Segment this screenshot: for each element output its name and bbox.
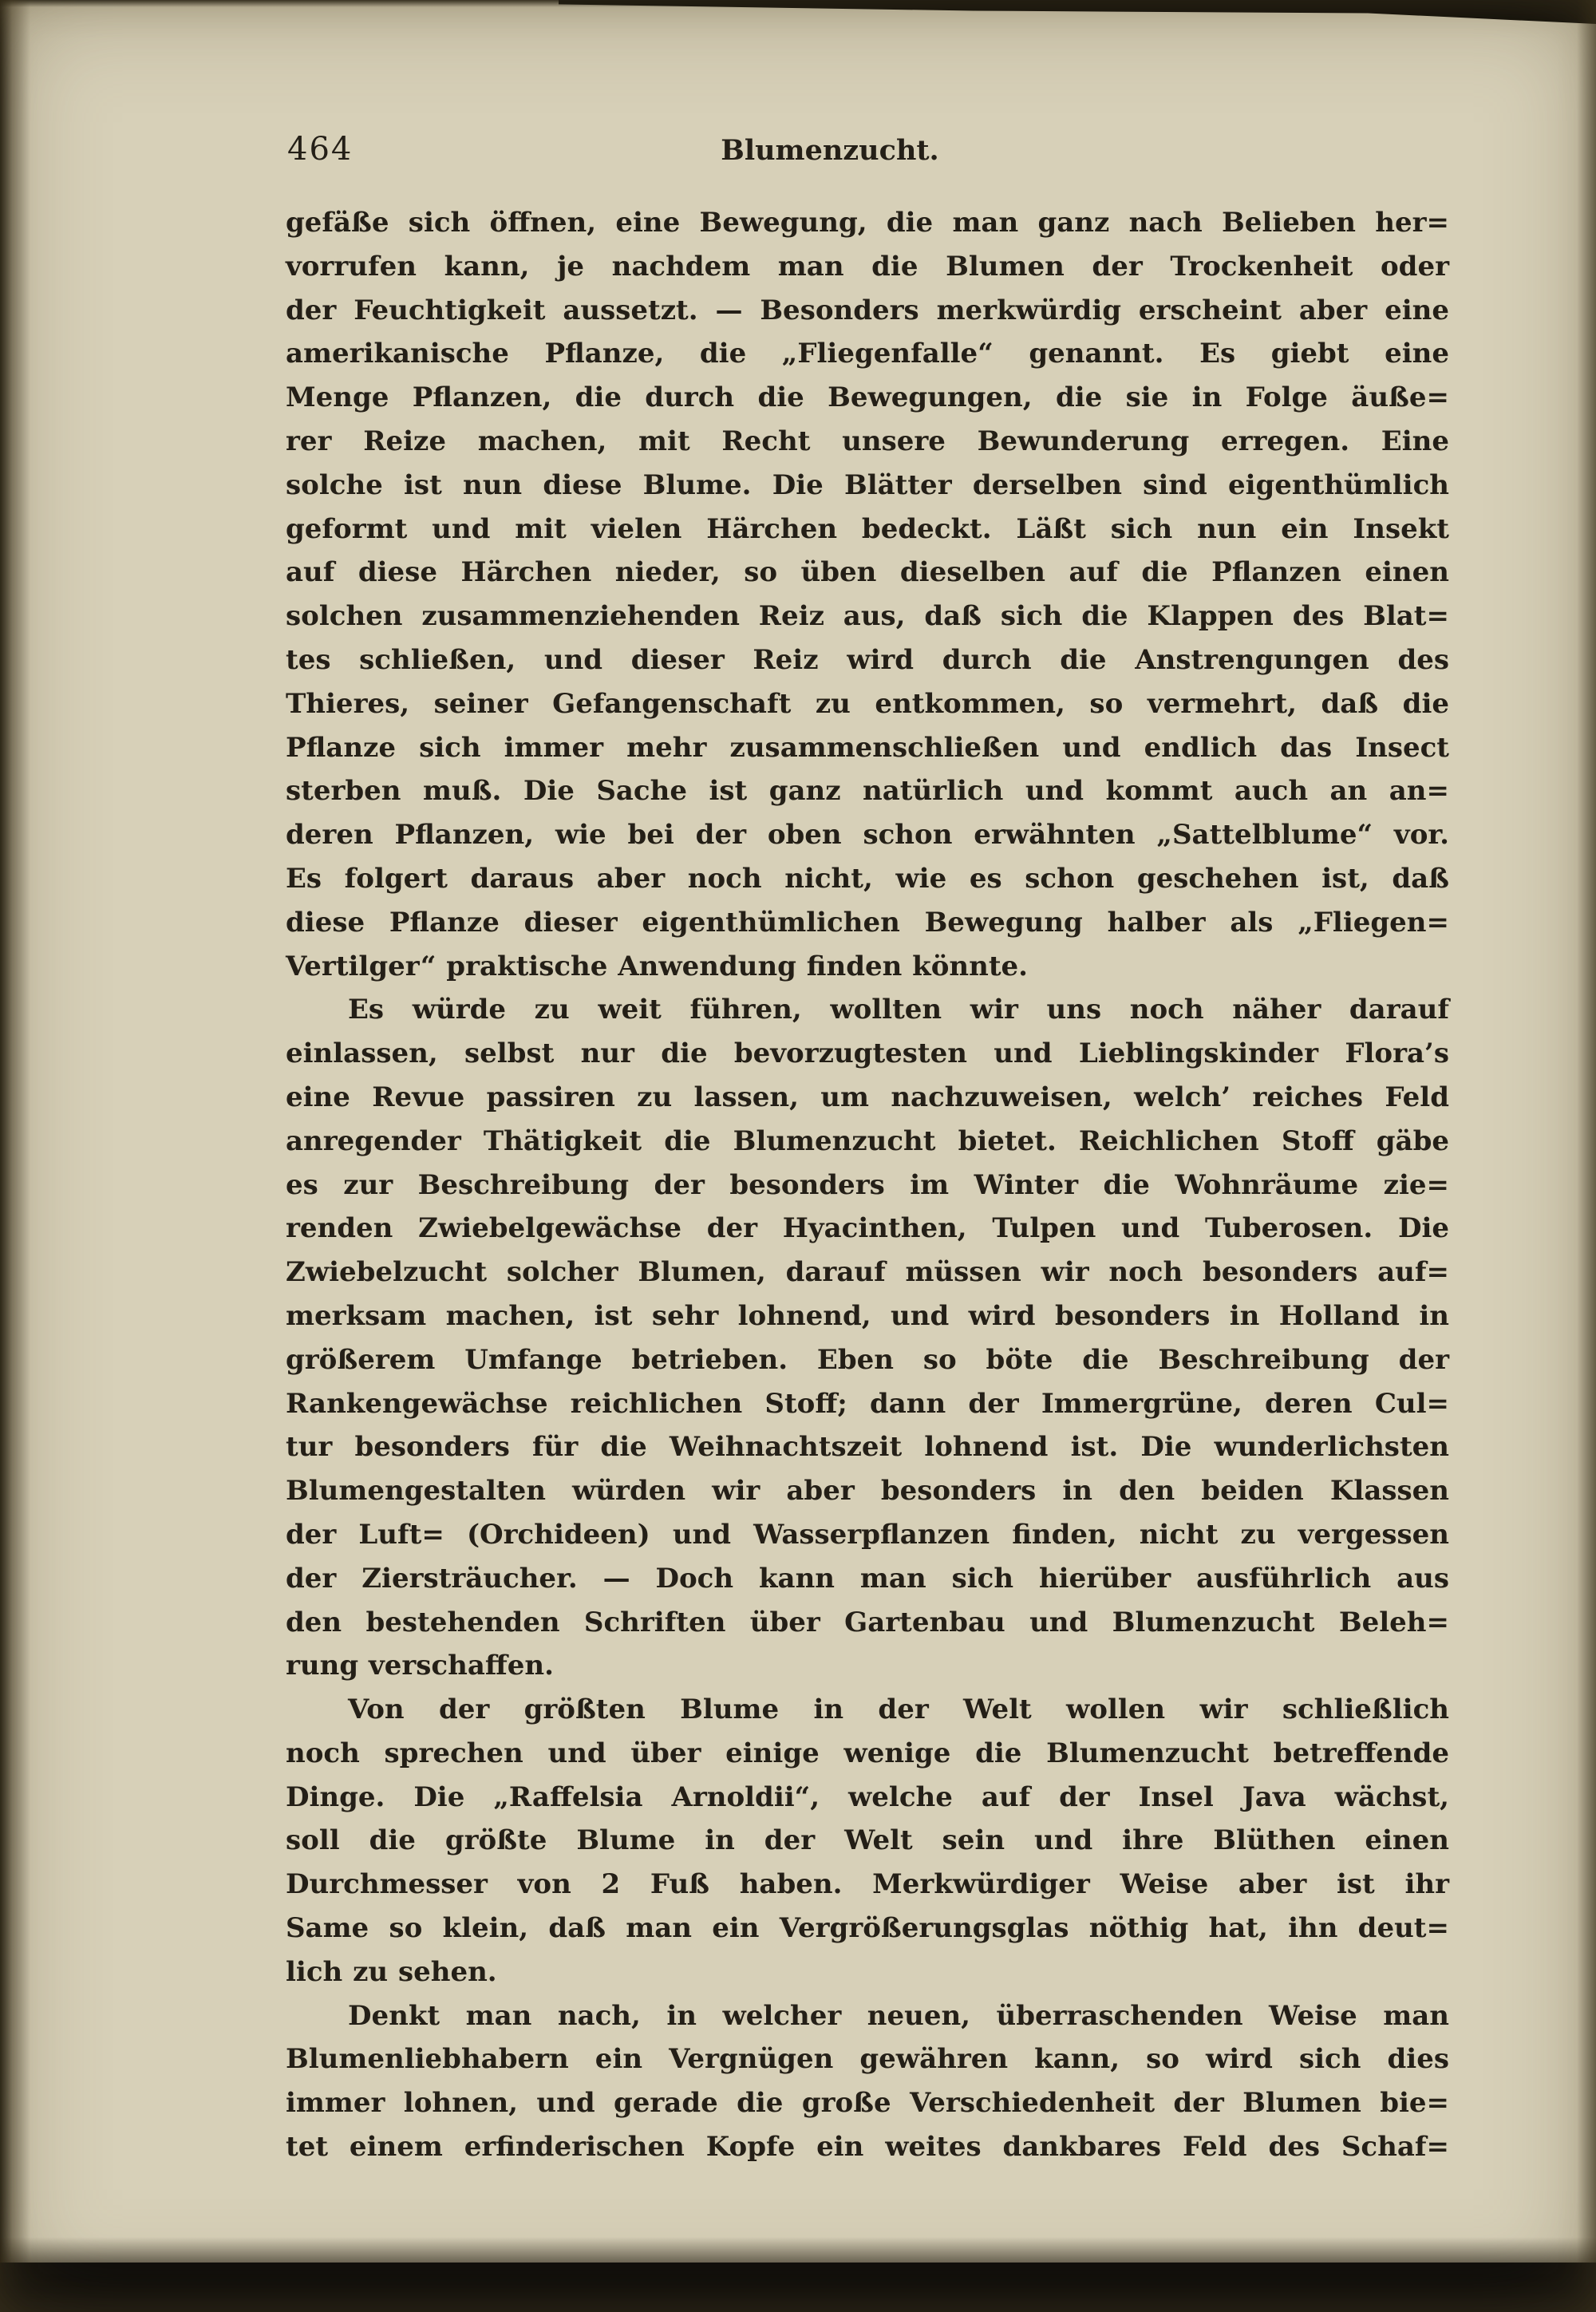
text-line: tet einem erfinderischen Kopfe ein weites dankbares Feld des Schaf=: [286, 2131, 1449, 2164]
text-line: vorrufen kann, je nachdem man die Blumen der Trockenheit oder: [286, 250, 1449, 283]
text-line: Zwiebelzucht solcher Blumen, darauf müssen wir noch besonders auf=: [286, 1256, 1449, 1289]
scan-bottom-black-bar: [0, 2263, 1596, 2312]
text-line: der Ziersträucher. — Doch kann man sich hierüber ausführlich aus: [286, 1562, 1449, 1595]
scan-left-edge-shadow: [0, 0, 30, 2312]
text-line: solche ist nun diese Blume. Die Blätter derselben sind eigenthümlich: [286, 468, 1449, 501]
text-line: geformt und mit vielen Härchen bedeckt. Läßt sich nun ein Insekt: [286, 512, 1449, 545]
text-line: tur besonders für die Weihnachtszeit lohnend ist. Die wunderlichsten: [286, 1431, 1449, 1464]
paragraph: [286, 988, 1449, 1688]
running-header-title: Blumenzucht.: [721, 134, 939, 167]
text-line: Same so klein, daß man ein Vergrößerungsglas nöthig hat, ihn deut=: [286, 1912, 1449, 1945]
text-line: immer lohnen, und gerade die große Verschiedenheit der Blumen bie=: [286, 2087, 1449, 2120]
text-line: Blumenliebhabern ein Vergnügen gewähren kann, so wird sich dies: [286, 2043, 1449, 2076]
text-line: Dinge. Die „Raffelsia Arnoldii“, welche auf der Insel Java wächst,: [286, 1780, 1449, 1813]
text-line: es zur Beschreibung der besonders im Winter die Wohnräume zie=: [286, 1168, 1449, 1201]
text-line: amerikanische Pflanze, die „Fliegenfalle“ genannt. Es giebt eine: [286, 338, 1449, 370]
text-line: noch sprechen und über einige wenige die Blumenzucht betreffende: [286, 1737, 1449, 1769]
text-line: Pflanze sich immer mehr zusammenschließen und endlich das Insect: [286, 731, 1449, 764]
text-line: Blumengestalten würden wir aber besonders in den beiden Klassen: [286, 1475, 1449, 1508]
text-line: solchen zusammenziehenden Reiz aus, daß sich die Klappen des Blat=: [286, 600, 1449, 633]
text-line: gefäße sich öffnen, eine Bewegung, die man ganz nach Belieben her=: [286, 207, 1449, 239]
text-line: Rankengewächse reichlichen Stoff; dann der Immergrüne, deren Cul=: [286, 1387, 1449, 1420]
page-text: [286, 201, 1449, 2169]
paragraph: [286, 201, 1449, 988]
text-line: sterben muß. Die Sache ist ganz natürlich und kommt auch an an=: [286, 775, 1449, 808]
text-line: anregender Thätigkeit die Blumenzucht bietet. Reichlichen Stoff gäbe: [286, 1124, 1449, 1157]
text-line: rer Reize machen, mit Recht unsere Bewunderung erregen. Eine: [286, 425, 1449, 457]
text-line: diese Pflanze dieser eigenthümlichen Bewegung halber als „Fliegen=: [286, 906, 1449, 939]
text-line: rung verschaffen.: [286, 1650, 554, 1682]
paragraph: [286, 1994, 1449, 2169]
text-line: soll die größte Blume in der Welt sein und ihre Blüthen einen: [286, 1824, 1449, 1857]
text-line: Thieres, seiner Gefangenschaft zu entkommen, so vermehrt, daß die: [286, 687, 1449, 720]
scan-top-right-corner-shadow: [559, 0, 1596, 24]
text-line: auf diese Härchen nieder, so üben dieselben auf die Pflanzen einen: [286, 556, 1449, 589]
text-line: den bestehenden Schriften über Gartenbau und Blumenzucht Beleh=: [286, 1606, 1449, 1638]
text-line: eine Revue passiren zu lassen, um nachzuweisen, welch’ reiches Feld: [286, 1081, 1449, 1113]
text-line: renden Zwiebelgewächse der Hyacinthen, Tulpen und Tuberosen. Die: [286, 1212, 1449, 1245]
text-line: deren Pflanzen, wie bei der oben schon erwähnten „Sattelblume“ vor.: [286, 819, 1449, 852]
text-line: merksam machen, ist sehr lohnend, und wird besonders in Holland in: [286, 1299, 1449, 1332]
text-line: lich zu sehen.: [286, 1955, 497, 1988]
scan-right-edge-shadow: [1577, 0, 1596, 2312]
text-line: der Luft= (Orchideen) und Wasserpflanzen finden, nicht zu vergessen: [286, 1518, 1449, 1551]
text-line: Vertilger“ praktische Anwendung finden könnte.: [286, 950, 1029, 982]
text-line: Es folgert daraus aber noch nicht, wie es schon geschehen ist, daß: [286, 862, 1449, 895]
text-line: größerem Umfange betrieben. Eben so böte die Beschreibung der: [286, 1343, 1449, 1376]
text-line: tes schließen, und dieser Reiz wird durch die Anstrengungen des: [286, 643, 1449, 676]
text-line: der Feuchtigkeit aussetzt. — Besonders merkwürdig erscheint aber eine: [286, 294, 1449, 326]
scan-bottom-edge-shadow: [0, 2237, 1596, 2263]
text-line: Es würde zu weit führen, wollten wir uns noch näher darauf: [348, 994, 1449, 1026]
text-line: Durchmesser von 2 Fuß haben. Merkwürdiger Weise aber ist ihr: [286, 1868, 1449, 1901]
paragraph: [286, 1688, 1449, 1994]
page-number: 464: [287, 131, 354, 168]
text-line: einlassen, selbst nur die bevorzugtesten und Lieblingskinder Flora’s: [286, 1037, 1449, 1070]
text-line: Denkt man nach, in welcher neuen, überraschenden Weise man: [348, 1999, 1449, 2032]
text-line: Von der größten Blume in der Welt wollen wir schließlich: [348, 1693, 1449, 1726]
text-line: Menge Pflanzen, die durch die Bewegungen, die sie in Folge äuße=: [286, 381, 1449, 414]
